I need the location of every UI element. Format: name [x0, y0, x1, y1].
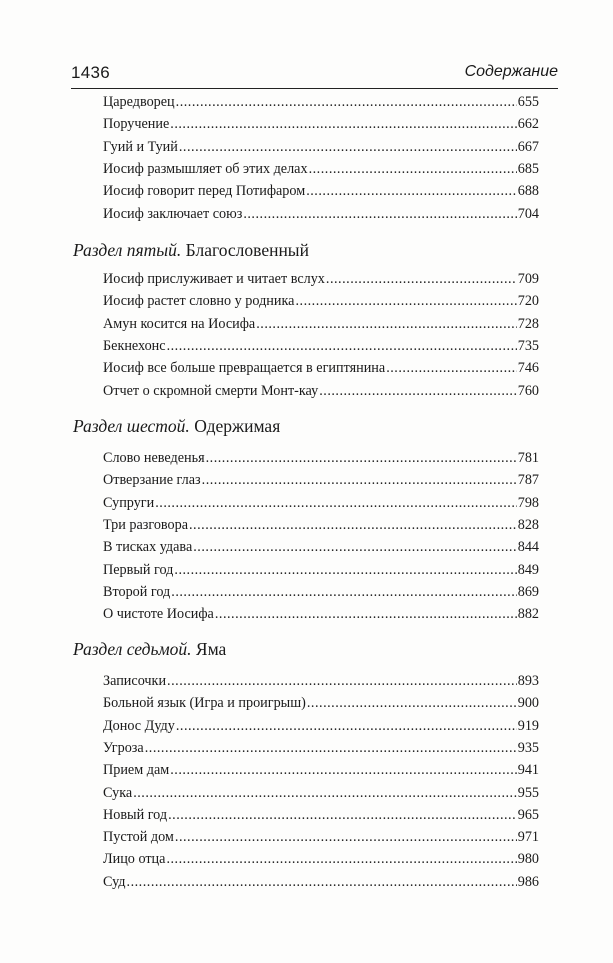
entry-page-number: 919	[517, 717, 539, 734]
section-heading	[73, 414, 280, 438]
entry-page-number: 735	[517, 337, 539, 354]
entry-title: Иосиф размышляет об этих делах	[103, 160, 308, 177]
dot-leader	[179, 137, 517, 157]
section-title: Яма	[195, 639, 227, 659]
entry-title: Суд	[103, 873, 126, 890]
dot-leader	[206, 448, 517, 468]
toc-entry[interactable]	[103, 693, 539, 713]
toc-entry[interactable]	[103, 805, 539, 825]
running-title: Содержание	[464, 63, 558, 80]
entry-title: Лицо отца	[103, 851, 166, 868]
entry-title: В тисках удава	[103, 539, 193, 556]
toc-entry[interactable]	[103, 204, 539, 224]
toc-entry[interactable]	[103, 269, 539, 289]
dot-leader	[215, 604, 517, 624]
entry-title: О чистоте Иосифа	[103, 606, 214, 623]
entry-title: Бекнехонс	[103, 337, 166, 354]
entry-title: Иосиф все больше превращается в египтянина	[103, 360, 386, 377]
dot-leader	[202, 470, 517, 490]
entry-title: Амун косится на Иосифа	[103, 315, 256, 332]
entry-page-number: 971	[517, 829, 539, 846]
entry-page-number: 781	[517, 450, 539, 466]
entry-title: Отверзание глаз	[103, 472, 201, 489]
dot-leader	[145, 738, 517, 758]
dot-leader	[326, 269, 517, 289]
section-title: Благословенный	[185, 240, 309, 260]
toc-entry[interactable]	[103, 336, 539, 356]
entry-page-number: 760	[517, 382, 539, 399]
toc-entry[interactable]	[103, 783, 539, 803]
entry-title: Поручение	[103, 116, 170, 133]
toc-entry[interactable]	[103, 515, 539, 535]
toc-entry[interactable]	[103, 92, 539, 112]
dot-leader	[386, 358, 517, 378]
toc-entry[interactable]	[103, 671, 539, 691]
toc-entry[interactable]	[103, 872, 539, 892]
dot-leader	[166, 849, 516, 869]
entry-page-number: 844	[517, 539, 539, 556]
entry-title: Иосиф говорит перед Потифаром	[103, 183, 306, 200]
entry-title: Донос Дуду	[103, 717, 175, 734]
toc-entry[interactable]	[103, 738, 539, 758]
entry-title: Слово неведенья	[103, 450, 205, 466]
toc-entry[interactable]	[103, 537, 539, 557]
page-header	[71, 62, 558, 89]
entry-title: Второй год	[103, 583, 171, 600]
entry-page-number: 849	[517, 561, 539, 578]
toc-entry[interactable]	[103, 291, 539, 311]
entry-page-number: 746	[517, 360, 539, 377]
entry-title: Угроза	[103, 739, 144, 756]
toc-entry[interactable]	[103, 358, 539, 378]
entry-title: Царедворец	[103, 94, 175, 110]
entry-page-number: 980	[517, 851, 539, 868]
entry-page-number: 941	[517, 762, 539, 779]
entry-title: Отчет о скромной смерти Монт-кау	[103, 382, 319, 399]
dot-leader	[127, 872, 517, 892]
dot-leader	[319, 381, 517, 401]
entry-title: Иосиф прислуживает и читает вслух	[103, 271, 325, 287]
entry-page-number: 685	[517, 160, 539, 177]
toc-entry[interactable]	[103, 114, 539, 134]
entry-page-number: 893	[517, 673, 539, 689]
toc-entry[interactable]	[103, 604, 539, 624]
entry-title: Прием дам	[103, 762, 170, 779]
entry-page-number: 965	[517, 806, 539, 823]
toc-entry[interactable]	[103, 716, 539, 736]
entry-title: Записочки	[103, 673, 167, 689]
section-title: Одержимая	[194, 416, 281, 436]
dot-leader	[174, 560, 516, 580]
entry-page-number: 688	[517, 183, 539, 200]
section-heading	[73, 238, 309, 262]
dot-leader	[133, 783, 517, 803]
entry-page-number: 955	[517, 784, 539, 801]
dot-leader	[189, 515, 517, 535]
entry-title: Первый год	[103, 561, 174, 578]
entry-page-number: 935	[517, 739, 539, 756]
entry-page-number: 655	[517, 94, 539, 110]
entry-page-number: 900	[517, 695, 539, 712]
dot-leader	[167, 336, 517, 356]
entry-title: Гуий и Туий	[103, 138, 178, 155]
dot-leader	[167, 671, 517, 691]
dot-leader	[176, 716, 517, 736]
dot-leader	[155, 493, 517, 513]
dot-leader	[175, 827, 517, 847]
entry-page-number: 667	[517, 138, 539, 155]
dot-leader	[170, 114, 516, 134]
toc-entry[interactable]	[103, 560, 539, 580]
section-label: Раздел седьмой.	[73, 639, 192, 659]
dot-leader	[306, 181, 517, 201]
entry-page-number: 828	[517, 516, 539, 533]
dot-leader	[295, 291, 516, 311]
entry-page-number: 787	[517, 472, 539, 489]
dot-leader	[171, 582, 516, 602]
dot-leader	[193, 537, 516, 557]
entry-page-number: 986	[517, 873, 539, 890]
toc-entry[interactable]	[103, 470, 539, 490]
dot-leader	[176, 92, 517, 112]
entry-title: Больной язык (Игра и проигрыш)	[103, 695, 306, 712]
dot-leader	[256, 314, 517, 334]
entry-title: Новый год	[103, 806, 168, 823]
dot-leader	[168, 805, 517, 825]
page-number: 1436	[71, 63, 111, 82]
section-label: Раздел пятый.	[73, 240, 182, 260]
toc-entry[interactable]	[103, 849, 539, 869]
entry-title: Супруги	[103, 494, 155, 511]
entry-page-number: 720	[517, 293, 539, 310]
entry-title: Сука	[103, 784, 133, 801]
section-label: Раздел шестой.	[73, 416, 190, 436]
entry-page-number: 869	[517, 583, 539, 600]
entry-title: Иосиф растет словно у родника	[103, 293, 295, 310]
entry-page-number: 728	[517, 315, 539, 332]
entry-title: Иосиф заключает союз	[103, 205, 243, 222]
toc-entry[interactable]	[103, 448, 539, 468]
toc-entry[interactable]	[103, 181, 539, 201]
dot-leader	[307, 693, 517, 713]
toc-entry[interactable]	[103, 760, 539, 780]
toc-entry[interactable]	[103, 493, 539, 513]
toc-entry[interactable]	[103, 827, 539, 847]
entry-page-number: 709	[517, 271, 539, 287]
toc-entry[interactable]	[103, 381, 539, 401]
entry-page-number: 662	[517, 116, 539, 133]
entry-page-number: 882	[517, 606, 539, 623]
entry-title: Три разговора	[103, 516, 188, 533]
dot-leader	[243, 204, 516, 224]
toc-entry[interactable]	[103, 582, 539, 602]
toc-entry[interactable]	[103, 137, 539, 157]
entry-page-number: 798	[517, 494, 539, 511]
entry-page-number: 704	[517, 205, 539, 222]
dot-leader	[309, 159, 517, 179]
toc-entry[interactable]	[103, 314, 539, 334]
toc-entry[interactable]	[103, 159, 539, 179]
dot-leader	[170, 760, 516, 780]
section-heading	[73, 637, 226, 661]
entry-title: Пустой дом	[103, 829, 174, 846]
